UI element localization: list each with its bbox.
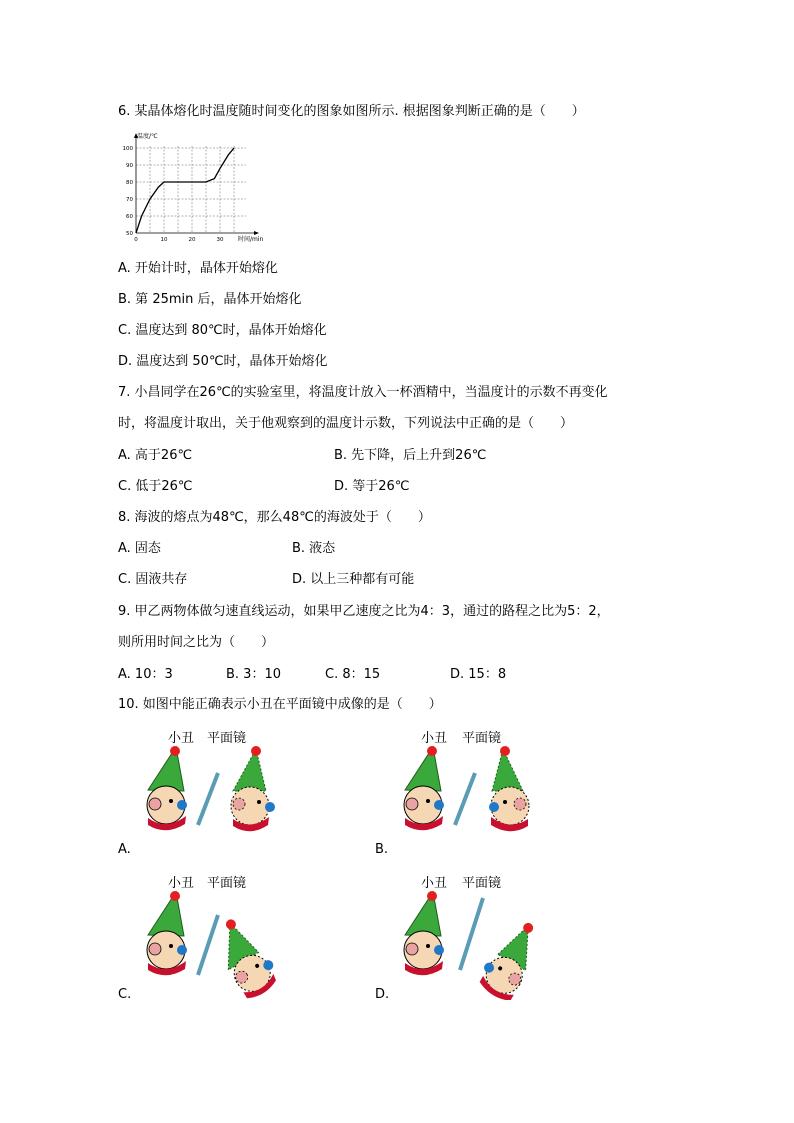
q8-stem: 8. 海波的熔点为48℃，那么48℃的海波处于（ ）: [118, 510, 431, 525]
x-tick-label: 10: [160, 237, 168, 243]
clown-image: [231, 746, 275, 831]
clown-image: [489, 746, 529, 831]
clown-figure-b: [395, 745, 535, 833]
mirror-label-d: 平面镜: [462, 876, 502, 891]
clown-original: [147, 891, 187, 975]
y-tick-label: 90: [126, 163, 133, 169]
q9-option-a: A. 10：3: [118, 667, 173, 682]
x-tick-label: 30: [216, 237, 224, 243]
clown-image: [474, 914, 545, 1000]
q10-option-a-label: A.: [118, 842, 131, 857]
clown-image: [207, 912, 284, 1000]
q6-stem: 6. 某晶体熔化时温度随时间变化的图象如图所示. 根据图象判断正确的是（ ）: [118, 104, 585, 119]
y-tick-label: 80: [126, 180, 133, 186]
y-tick-label: 60: [126, 214, 133, 220]
chart-x-axis-label: 时间/min: [238, 236, 264, 243]
clown-figure-d: [395, 890, 545, 1000]
q8-option-c: C. 固液共存: [118, 572, 188, 587]
q8-option-d: D. 以上三种都有可能: [292, 572, 415, 587]
x-axis-arrow: [254, 231, 259, 235]
q6-option-d: D. 温度达到 50℃时，晶体开始熔化: [118, 354, 328, 369]
q8-option-a: A. 固态: [118, 541, 161, 556]
mirror-label-a: 平面镜: [207, 731, 247, 746]
temperature-time-chart: [118, 128, 268, 248]
clown-figure-c: [138, 890, 288, 1000]
q7-option-b: B. 先下降，后上升到26℃: [334, 448, 487, 463]
chart-axes: [134, 133, 259, 235]
clown-label-b: 小丑: [421, 731, 448, 746]
clown-label-c: 小丑: [168, 876, 195, 891]
q7-option-a: A. 高于26℃: [118, 448, 193, 463]
q10-option-d-label: D.: [375, 987, 390, 1002]
chart-y-axis-label: 温度/℃: [137, 133, 158, 140]
q10-option-c-label: C.: [118, 987, 132, 1002]
q7-stem-line1: 7. 小昌同学在26℃的实验室里，将温度计放入一杯酒精中，当温度计的示数不再变化: [118, 385, 608, 400]
q6-option-b: B. 第 25min 后，晶体开始熔化: [118, 292, 302, 307]
clown-original: [404, 891, 444, 975]
clown-original: [404, 746, 444, 830]
q8-option-b: B. 液态: [292, 541, 336, 556]
mirror: [198, 773, 218, 825]
q7-stem-line2: 时，将温度计取出，关于他观察到的温度计示数，下列说法中正确的是（ ）: [118, 416, 574, 431]
mirror-label-c: 平面镜: [207, 876, 247, 891]
q9-option-c: C. 8：15: [325, 667, 381, 682]
q7-option-d: D. 等于26℃: [334, 479, 410, 494]
y-tick-label: 50: [126, 231, 133, 237]
chart-grid: [136, 146, 246, 233]
y-tick-label: 100: [122, 146, 133, 152]
mirror: [198, 915, 218, 975]
q10-stem: 10. 如图中能正确表示小丑在平面镜中成像的是（ ）: [118, 697, 442, 712]
x-tick-label: 0: [134, 237, 138, 243]
q9-stem-line2: 则所用时间之比为（ ）: [118, 635, 275, 650]
q7-option-c: C. 低于26℃: [118, 479, 193, 494]
q6-option-a: A. 开始计时，晶体开始熔化: [118, 261, 278, 276]
x-tick-label: 20: [188, 237, 196, 243]
y-tick-label: 70: [126, 197, 133, 203]
q10-option-b-label: B.: [375, 842, 389, 857]
q9-option-b: B. 3：10: [226, 667, 281, 682]
mirror: [455, 773, 475, 825]
clown-label-d: 小丑: [421, 876, 448, 891]
mirror-label-b: 平面镜: [462, 731, 502, 746]
chart-series-line: [136, 148, 234, 233]
q6-option-c: C. 温度达到 80℃时，晶体开始熔化: [118, 323, 327, 338]
clown-original: [147, 746, 187, 830]
mirror: [460, 898, 483, 970]
q9-option-d: D. 15：8: [450, 667, 507, 682]
clown-label-a: 小丑: [168, 731, 195, 746]
q9-stem-line1: 9. 甲乙两物体做匀速直线运动，如果甲乙速度之比为4：3，通过的路程之比为5：2，: [118, 604, 610, 619]
clown-figure-a: [138, 745, 278, 833]
